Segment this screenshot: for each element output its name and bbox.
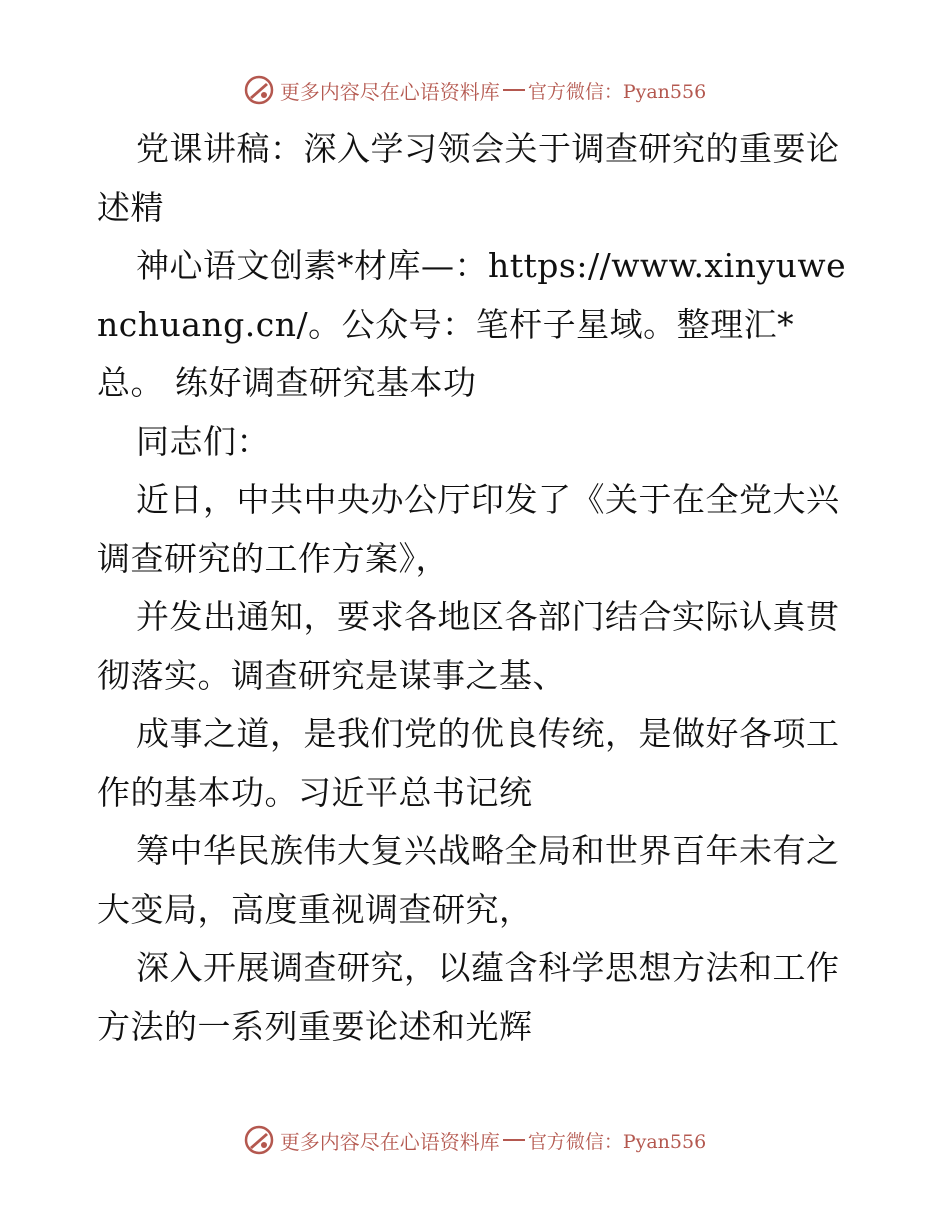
logo-icon bbox=[244, 1125, 274, 1155]
paragraph: 深入开展调查研究，以蕴含科学思想方法和工作方法的一系列重要论述和光辉 bbox=[97, 948, 840, 1046]
banner-text: 更多内容尽在心语资料库 bbox=[279, 1129, 500, 1154]
paragraph-title: 党课讲稿：深入学习领会关于调查研究的重要论述精 bbox=[97, 129, 840, 227]
banner-contact: 官方微信：Pyan556 bbox=[527, 80, 707, 103]
paragraph: 并发出通知，要求各地区各部门结合实际认真贯彻落实。调查研究是谋事之基、 bbox=[97, 597, 840, 695]
paragraph: 筹中华民族伟大复兴战略全局和世界百年未有之大变局，高度重视调查研究， bbox=[97, 831, 840, 929]
banner-separator bbox=[503, 1139, 525, 1141]
banner-separator bbox=[503, 89, 525, 91]
paragraph-source: 神心语文创素*材库—：https://www.xinyuwenchuang.cn/。公众号：笔杆子星域。整理汇*总。 练好调查研究基本功 bbox=[97, 246, 847, 402]
logo-icon bbox=[244, 75, 274, 105]
banner-text: 更多内容尽在心语资料库 bbox=[279, 79, 500, 104]
banner-contact: 官方微信：Pyan556 bbox=[527, 1130, 707, 1153]
paragraph-greeting: 同志们： bbox=[136, 421, 270, 461]
header-watermark bbox=[0, 70, 950, 110]
paragraph: 近日，中共中央办公厅印发了《关于在全党大兴调查研究的工作方案》， bbox=[97, 480, 840, 578]
document-body bbox=[97, 120, 857, 1056]
paragraph: 成事之道，是我们党的优良传统，是做好各项工作的基本功。习近平总书记统 bbox=[97, 714, 840, 812]
footer-watermark bbox=[0, 1120, 950, 1160]
